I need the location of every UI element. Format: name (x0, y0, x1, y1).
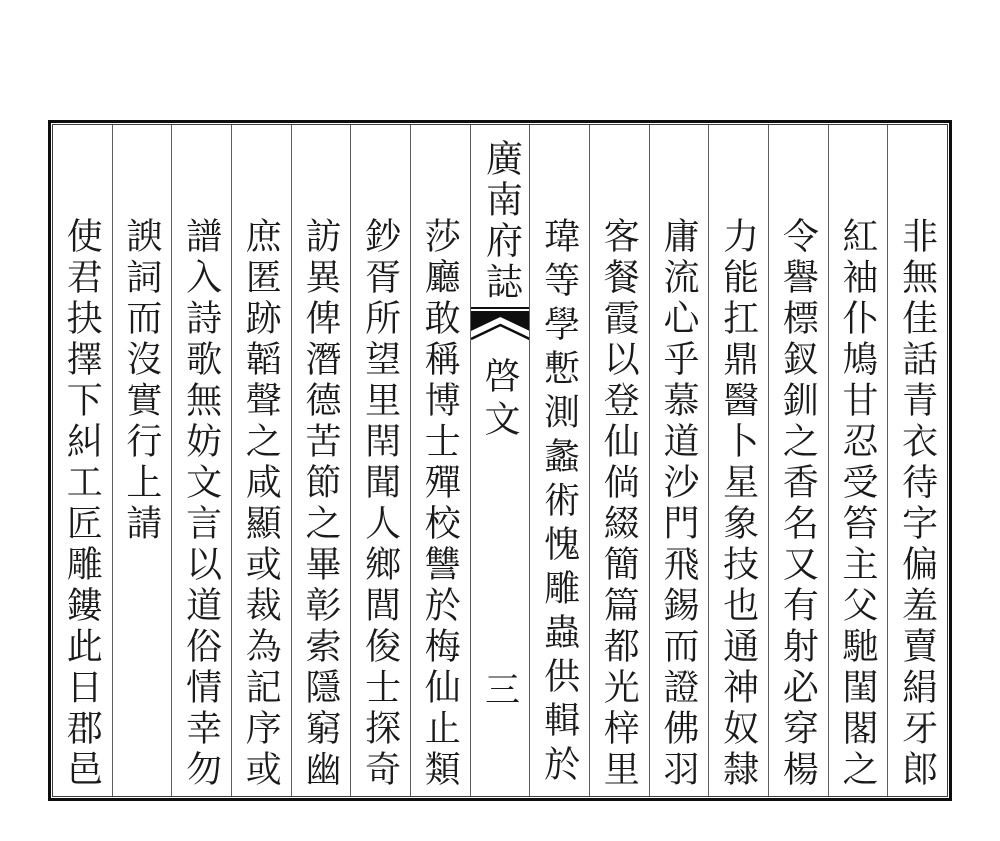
column-text: 令譽標釵釧之香名又有射必穿楊 (778, 217, 819, 791)
column-text: 訪異俾潛德苦節之畢彰索隱窮幽 (300, 217, 341, 791)
text-column (410, 125, 470, 796)
column-text: 力能扛鼎醫卜星象技也通神奴隸 (718, 217, 759, 791)
column-text: 鈔胥所望里閈聞人鄉閭俊士探奇 (360, 217, 401, 791)
column-text: 諛詞而沒實行上請 (121, 217, 162, 545)
column-text: 瑋等學慙測蠡術愧雕蟲供輯於 (539, 217, 580, 789)
text-column (53, 125, 112, 796)
center-title-column (470, 125, 530, 796)
text-column (291, 125, 351, 796)
text-column (887, 125, 947, 796)
text-column (768, 125, 828, 796)
text-column (112, 125, 172, 796)
column-text: 譜入詩歌無妨文言以道俗情幸勿 (181, 217, 222, 791)
text-column (171, 125, 231, 796)
fishtail-icon (471, 307, 530, 351)
column-text: 使君抉擇下糾工匠雕鏤此日郡邑 (62, 217, 103, 791)
text-column (529, 125, 589, 796)
text-column (708, 125, 768, 796)
column-text: 庶匿跡韜聲之咸顯或裁為記序或 (241, 217, 282, 791)
column-grid (52, 124, 948, 797)
text-column (589, 125, 649, 796)
text-column (231, 125, 291, 796)
text-column (350, 125, 410, 796)
column-text: 非無佳話青衣待字偏羞賣絹牙郎 (897, 217, 938, 791)
section-title: 啓文 (479, 357, 520, 443)
text-column (649, 125, 709, 796)
book-title: 廣南府誌 (479, 139, 521, 303)
text-frame (48, 120, 952, 801)
column-text: 客餐霞以登仙倘綴簡篇都光梓里 (599, 217, 640, 791)
page-number: 三 (480, 671, 520, 711)
column-text: 紅袖仆鳩甘忍受笞主父馳閨閣之 (837, 217, 878, 791)
column-text: 莎廳敢稱博士殫校讐於梅仙止類 (420, 217, 461, 791)
text-column (828, 125, 888, 796)
column-text: 庸流心乎慕道沙門飛錫而證佛羽 (658, 217, 699, 791)
